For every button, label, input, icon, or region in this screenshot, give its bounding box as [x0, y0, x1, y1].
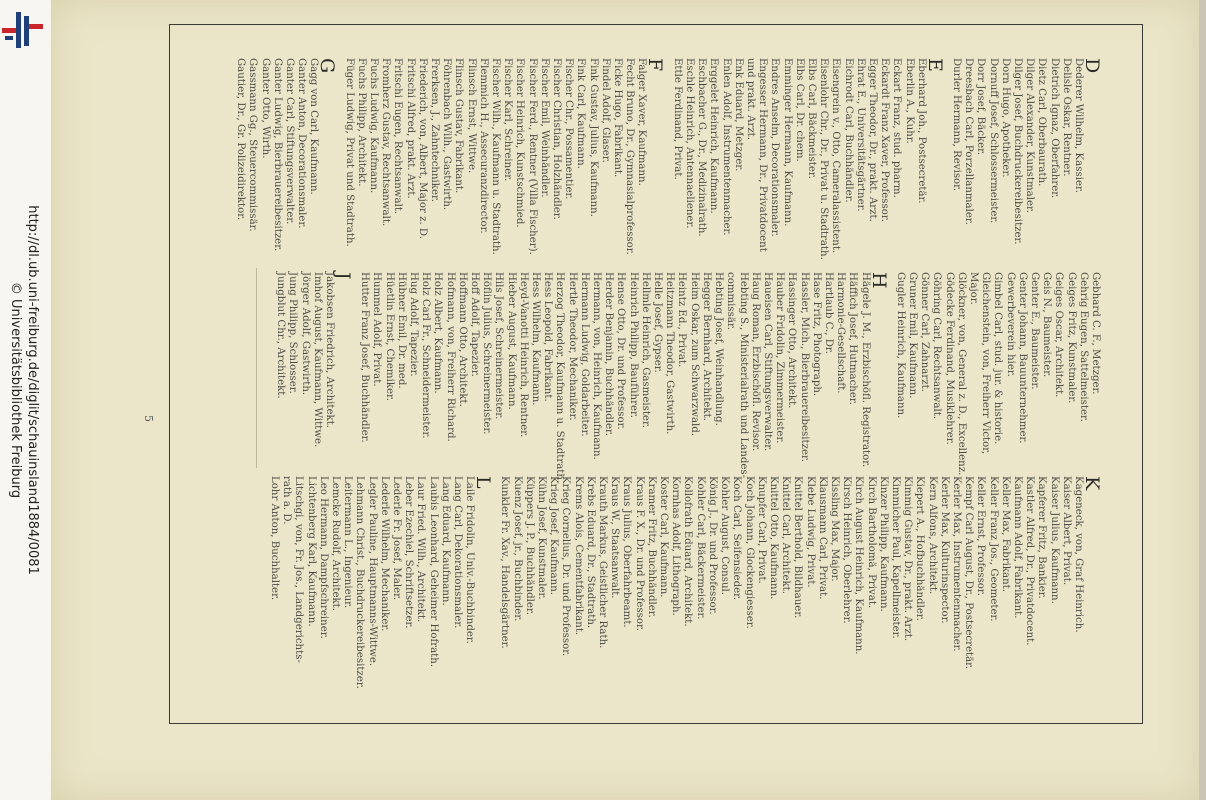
directory-entry: commissär.	[725, 272, 737, 330]
directory-entry: König J., Dr. und Professor.	[706, 476, 718, 615]
directory-entry: Gimbel Carl, stud. jur. & historie.	[992, 272, 1004, 445]
directory-entry: Major.	[967, 272, 979, 305]
directory-entry: Engesser Hermann, Dr., Privatdocent	[757, 58, 769, 252]
scanned-page	[51, 0, 1199, 800]
directory-entry: Heintz Ed., Privat.	[676, 272, 688, 368]
directory-entry: Koch Carl, Seifensieder.	[731, 476, 743, 601]
directory-entry: Lichtenberg Karl, Kaufmann.	[305, 476, 317, 627]
directory-entry: Kühn Josef, Kunstmaler.	[536, 476, 548, 600]
directory-entry: Lemcke Rudolf, Architekt.	[330, 476, 342, 612]
directory-section	[234, 58, 339, 260]
directory-entry: Kaiser Julius, Kaufmann.	[1048, 476, 1060, 604]
source-url[interactable]: http://dl.ub.uni-freiburg.de/diglit/schauinsland1884/0081	[25, 205, 40, 575]
directory-entry: Eckart Franz, stud. pharm.	[891, 58, 903, 198]
directory-entry: Kornhas Adolf, Lithograph.	[670, 476, 682, 616]
directory-entry: Koch Johann, Glockengiesser.	[743, 476, 755, 629]
directory-entry: Knittel Carl, Architekt.	[780, 476, 792, 594]
directory-entry: Höflin Julius, Schreinermeister.	[481, 272, 493, 435]
page-edge	[1199, 0, 1206, 800]
directory-entry: Eckardt Franz Xaver, Professor.	[879, 58, 891, 222]
directory-section	[498, 476, 1101, 689]
directory-entry: Flinsch Ernst, Wittwe.	[465, 58, 477, 174]
directory-entry: Dornuff Josef, Schlossermeister.	[987, 58, 999, 224]
directory-entry: Hug Adolf, Tapezier.	[408, 272, 420, 377]
directory-entry: Friederich, von, Albert, Major z. D.	[416, 58, 428, 239]
directory-entry: Flemmich H., Assecuranzdirector.	[477, 58, 489, 234]
directory-entry: Fromherz Gustav, Rechtsanwalt.	[380, 58, 392, 227]
directory-column	[234, 58, 1101, 260]
column-divider	[256, 268, 257, 468]
directory-entry: Genter Johann, Bauunternehmer.	[1016, 272, 1028, 444]
directory-entry: Herzog Theodor, Kaufmann u. Stadtrath.	[554, 272, 566, 484]
directory-entry: Jörger Adolf, Gastwirth.	[299, 272, 311, 396]
directory-entry: Elbs Carl, Dr. chem.	[793, 58, 805, 162]
directory-entry: Kohler Carl, Bäckermeister.	[694, 476, 706, 620]
directory-entry: Heim Oskar, zum Schwarzwald.	[688, 272, 700, 437]
section-letter: G	[316, 58, 339, 74]
directory-entry: Hebting Josef, Weinhandlung.	[713, 272, 725, 426]
directory-entry: Hermann, von, Heinrich, Kaufmann.	[591, 272, 603, 460]
directory-entry: Hermann Ludwig, Goldarbeiter.	[578, 272, 590, 437]
directory-entry: Keller Max, Fabrikant.	[999, 476, 1011, 592]
directory-entry: Jakobsen Friedrich, Architekt.	[324, 272, 336, 429]
section-letter: J	[332, 272, 355, 280]
directory-entry: Kapferer Fritz, Bankier.	[1036, 476, 1048, 599]
directory-entry: Geis N., Baumeister.	[1041, 272, 1053, 378]
directory-entry: Göhring Carl, Rechtsanwalt.	[931, 272, 943, 420]
directory-section	[342, 58, 667, 260]
directory-entry: Knittel Berthold, Bildhauer.	[792, 476, 804, 619]
directory-entry: Heinrich Philipp, Bauführer.	[627, 272, 639, 418]
directory-entry: Laile Fridolin, Univ.-Buchbinder.	[464, 476, 476, 644]
directory-entry: Lederle Fr. Josef, Maler.	[391, 476, 403, 601]
directory-entry: Flinsch Gustav, Fabrikant.	[453, 58, 465, 194]
directory-entry: Ganter Carl, Stiftungsverwalter.	[284, 58, 296, 225]
directory-entry: Hägele J. M., Erzbischöfl. Registrator.	[859, 272, 871, 468]
directory-entry: Fritschi Eugen, Rechtsanwalt.	[392, 58, 404, 215]
directory-entry: Hellmle Heinrich, Gasmeister.	[639, 272, 651, 428]
directory-entry: Hegger Bernhard, Architekt.	[700, 272, 712, 421]
directory-entry: Kirch August Heinrich, Kaufmann.	[853, 476, 865, 655]
directory-entry: Hübner Emil, Dr. med.	[395, 272, 407, 389]
directory-entry: Herder Benjamin, Buchhändler.	[603, 272, 615, 437]
directory-entry: Ganter Ludwig, Bierbrauereibesitzer.	[271, 58, 283, 252]
directory-entry: Eberhard Joh., Postsecretär.	[915, 58, 927, 204]
directory-entry: Hartlaub C., Dr.	[822, 272, 834, 354]
directory-entry: Klebe Ludwig, Privat.	[804, 476, 816, 588]
directory-entry: Haug Roman, Erzbischöfl. Revisor.	[749, 272, 761, 452]
directory-entry: Knupfer Carl, Privat.	[755, 476, 767, 584]
directory-entry: Genter E., Baumeister.	[1028, 272, 1040, 390]
directory-entry: Kiepert A., Hofbuchhändler.	[914, 476, 926, 621]
directory-entry: Ehrat E., Universitätsgärtner.	[854, 58, 866, 212]
directory-entry: Holz Carl Fr., Schneidermeister.	[420, 272, 432, 439]
directory-section	[671, 58, 944, 260]
directory-entry: Emminger Hermann, Kaufmann.	[781, 58, 793, 227]
sidebar-citation	[7, 205, 41, 575]
directory-entry: Gödecke Ferdinand, Musiklehrer.	[943, 272, 955, 445]
directory-entry: Jung Philipp, Schlosser.	[287, 272, 299, 394]
directory-entry: Kirsch Heinrich, Oberlehrer.	[841, 476, 853, 624]
directory-entry: Gagg von Carl, Kaufmann.	[308, 58, 320, 195]
directory-entry: Ganter Anton, Decorationsmaler.	[296, 58, 308, 229]
directory-entry: Dietrich Ignaz, Oberfahrer.	[1048, 58, 1060, 199]
directory-entry: Kirch Bartholomä, Privat.	[865, 476, 877, 609]
directory-entry: Kunkler Fr. Xav., Handelsgärtner.	[499, 476, 511, 649]
directory-entry: Laubis Leonhard, Geheimer Hofrath.	[427, 476, 439, 668]
directory-entry: Gugler Heinrich, Kaufmann.	[894, 272, 906, 419]
section-letter: D	[1081, 58, 1103, 74]
directory-entry: Harmonie-Gesellschaft.	[835, 272, 847, 394]
sidebar	[0, 0, 50, 800]
directory-entry: Hess Leopold, Fabrikant.	[542, 272, 554, 402]
directory-entry: Fink Carl, Kaufmann.	[575, 58, 587, 169]
directory-entry: Eichrodt Carl, Buchhändler.	[842, 58, 854, 203]
directory-entry: Holz Albert, Kaufmann.	[432, 272, 444, 394]
directory-entry: Hils Josef, Schreinermeister.	[493, 272, 505, 420]
directory-entry: Gewerbeverein hier.	[1004, 272, 1016, 377]
directory-entry: Fischer Chr., Possamentier.	[563, 58, 575, 200]
directory-column	[268, 476, 1101, 689]
directory-entry: Kraus Julius, Oberfahrbeamt.	[621, 476, 633, 628]
directory-entry: Helle Josef, Gypser.	[652, 272, 664, 373]
directory-entry: Kissling Max, Major.	[828, 476, 840, 582]
directory-entry: Kraus W., Staatsanwalt.	[609, 476, 621, 599]
directory-entry: Fuchs Ludwig, Kaufmann.	[368, 58, 380, 194]
directory-entry: Krieg Josef, Kaufmann.	[548, 476, 560, 595]
directory-entry: Gruner Emil, Kaufmann.	[906, 272, 918, 399]
directory-entry: Hebting S., Ministerialrath und Landes-	[737, 272, 749, 479]
directory-entry: Hutter Franz Josef, Buchhändler.	[359, 272, 371, 443]
directory-entry: Küppers J. P., Buchhändler.	[523, 476, 535, 615]
directory-column	[274, 272, 1101, 483]
directory-entry: Fischer Emil, Weinhändler.	[538, 58, 550, 198]
directory-entry: Leo Hermann, Dampfschreiner.	[317, 476, 329, 639]
directory-section	[268, 476, 495, 689]
directory-entry: Kinzer Philipp, Kaufmann.	[877, 476, 889, 612]
directory-entry: Ettle Ferdinand, Privat.	[671, 58, 683, 180]
directory-entry: Ganter Otto, Wirth.	[259, 58, 271, 159]
directory-entry: Legler Pauline, Hauptmanns-Wittwe.	[366, 476, 378, 667]
directory-entry: Lang Eduard, Kaufmann.	[439, 476, 451, 606]
directory-entry: Häffich Josef, Hutmacher.	[847, 272, 859, 405]
directory-entry: Keller Franz Jos., Geometer.	[987, 476, 999, 622]
directory-entry: Hoff Adolf, Tapezier.	[469, 272, 481, 377]
directory-entry: Kraus F. X., Dr. und Professor.	[633, 476, 645, 632]
directory-entry: Dilger Alexander, Kunstmaler.	[1024, 58, 1036, 213]
directory-entry: Kerler Max, Kulturinspector.	[938, 476, 950, 624]
directory-section	[274, 272, 355, 483]
section-letter: F	[644, 58, 667, 72]
directory-entry: Erggelet Heinrich, Kaufmann.	[708, 58, 720, 214]
directory-entry: Gönner Carl, Zahnarzt.	[919, 272, 931, 392]
directory-entry: Hassinger Otto, Architekt.	[786, 272, 798, 409]
directory-entry: Gleichenstein, von, Freiherr Victor,	[980, 272, 992, 455]
section-letter: E	[923, 58, 946, 72]
copyright-credit: © Universitätsbibliothek Freiburg	[8, 281, 23, 499]
directory-entry: Koster Carl, Kaufmann.	[658, 476, 670, 598]
directory-entry: Kerler Max, Instrumentenmacher.	[950, 476, 962, 652]
directory-entry: Litschgi, von, Fr. Jos., Landgerichts-	[293, 476, 305, 663]
directory-entry: Fischer Ferd., Rentner (Villa Fischer).	[526, 58, 538, 255]
directory-entry: Geiges Fritz, Kunstmaler.	[1065, 272, 1077, 404]
directory-entry: Elbs Carl, Bäckmeister.	[805, 58, 817, 179]
section-letter: H	[867, 272, 890, 289]
directory-entry: Eschle Heinrich, Antennaeliener.	[683, 58, 695, 229]
directory-entry: Dilger Josef, Buchdruckereibesitzer.	[1011, 58, 1023, 245]
directory-section	[894, 272, 1101, 483]
directory-entry: Hase Fritz, Photograph.	[810, 272, 822, 397]
directory-entry: Hense Otto, Dr. und Professor.	[615, 272, 627, 430]
directory-entry: Enlen Adolf, Instrumentenmacher.	[720, 58, 732, 236]
directory-entry: Kramer Fritz, Buchhändler.	[645, 476, 657, 618]
directory-entry: rath a. D.	[281, 476, 293, 525]
directory-entry: Kaufmann Adolf, Fabrikant.	[1011, 476, 1023, 619]
section-letter: K	[1081, 476, 1103, 491]
directory-entry: Eschbacher G., Dr., Medizinalrath.	[696, 58, 708, 237]
directory-entry: Kageneck, von, Graf Heinrich.	[1073, 476, 1084, 633]
directory-entry: Dreesbach Carl, Porzellanmaler.	[963, 58, 975, 225]
directory-entry: Kimmig Gustav, Dr., prakt. Arzt.	[902, 476, 914, 642]
directory-entry: Krieg Cornelius, Dr. und Professor.	[560, 476, 572, 657]
directory-entry: Lang Carl, Dekorationsmaler.	[452, 476, 464, 629]
directory-entry: Eberlin A., Kuhr.	[903, 58, 915, 144]
directory-entry: Glöckner, von, General z. D., Excellenz.	[955, 272, 967, 476]
directory-entry: Hummel Adolf, Privat.	[371, 272, 383, 387]
directory-entry: Dorr Josef, Bäcker.	[975, 58, 987, 156]
directory-entry: Klausmann Carl, Privat.	[816, 476, 828, 600]
directory-entry: Eisengrein v., Otto, Cameralassistent.	[830, 58, 842, 254]
directory-section	[358, 272, 888, 483]
directory-entry: Fuchs Philipp, Architekt.	[355, 58, 367, 187]
library-logo-icon	[2, 10, 46, 50]
directory-entry: Keller Ernst, Professor.	[975, 476, 987, 596]
directory-entry: Kaiser Albert, Privat.	[1060, 476, 1072, 586]
directory-entry: Lehmann Christ., Buchdruckereibesitzer.	[354, 476, 366, 689]
directory-entry: Krems Alois, Cementfabrikant.	[572, 476, 584, 636]
directory-entry: Kollofrath Eduard, Architekt.	[682, 476, 694, 627]
directory-entry: Laur Fried. Wilh., Architekt.	[415, 476, 427, 623]
directory-entry: Fischer Heinrich, Kunstschmied.	[514, 58, 526, 228]
directory-entry: Hüetlin Ernst, Chemiker.	[383, 272, 395, 402]
page-number: 5	[142, 415, 155, 422]
directory-entry: Hess Wilhelm, Kaufmann.	[530, 272, 542, 406]
directory-entry: Knittel Otto, Kaufmann.	[767, 476, 779, 600]
directory-entry: Enk Eduard, Metzger.	[732, 58, 744, 172]
directory-entry: Ficke Hugo, Fabrikant.	[612, 58, 624, 178]
directory-entry: Lederle Wilhelm, Mechaniker.	[378, 476, 390, 632]
directory-entry: Hassler, Mich., Bierbrauereibesitzer.	[798, 272, 810, 462]
directory-entry: Haueisen Carl, Stiftungsverwalter.	[761, 272, 773, 452]
directory-entry: Heitzmann Theodor, Gastwirth.	[664, 272, 676, 435]
directory-entry: Kuenz Josef, jr., Buchbinder.	[511, 476, 523, 622]
directory-entry: Fischer Wilh., Kaufmann u. Stadtrath.	[490, 58, 502, 255]
directory-entry: Egger Theodor, Dr., prakt. Arzt.	[866, 58, 878, 222]
directory-entry: Gautier, Dr., Gr. Polizeidirektor.	[235, 58, 247, 221]
directory-entry: Hertle Theodor, Mechaniker.	[566, 272, 578, 421]
directory-entry: Endres Anselm, Decorationsmaler.	[769, 58, 781, 237]
directory-entry: Föhrenbach Wilh., Gastwirth.	[441, 58, 453, 211]
directory-entry: Eisenlohr Chr., Dr., Privat u. Stadtrath.	[818, 58, 830, 260]
directory-entry: Kern Alfons, Architekt.	[926, 476, 938, 595]
directory-entry: Geiges Oscar, Architekt.	[1053, 272, 1065, 398]
directory-entry: Krauth Markus, Geistlicher Rath.	[597, 476, 609, 649]
section-letter: L	[472, 476, 495, 489]
directory-entry: Lohr Anton, Buchhalter.	[269, 476, 280, 601]
directory-entry: Findel Adolf, Glaser.	[599, 58, 611, 163]
directory-entry: Kimmicher Paul, Kapellmeister.	[889, 476, 901, 639]
directory-entry: Fecht Bruno, Dr., Gymnasialprofessor.	[624, 58, 636, 255]
directory-entry: Frerksen, J., Zahntechniker.	[429, 58, 441, 202]
directory-entry: Leber Ezechiel, Schriftsetzer.	[403, 476, 415, 629]
directory-entry: und prakt. Arzt.	[744, 58, 756, 141]
directory-entry: Krebs Eduard, Dr., Stadtrath.	[584, 476, 596, 629]
directory-entry: Delisle Oskar, Rentner.	[1060, 58, 1072, 177]
directory-entry: Dorn Hugo, Apotheker.	[999, 58, 1011, 178]
directory-entry: Gassmann Gg., Steuercommissär.	[247, 58, 259, 232]
directory-entry: Füger Ludwig, Privat und Stadtrath.	[343, 58, 355, 247]
directory-entry: Hofmann, von, Freiherr Richard.	[444, 272, 456, 442]
directory-entry: Kastler Alfred, Dr., Privatdocent.	[1024, 476, 1036, 646]
directory-entry: Dietz Carl, Oberbaurath.	[1036, 58, 1048, 187]
directory-section	[950, 58, 1101, 260]
directory-entry: Heyd-Vanotti Heinrich, Rentner.	[517, 272, 529, 438]
directory-entry: Fischer Christian, Holzhändler.	[551, 58, 563, 220]
directory-entry: Gehrig Eugen, Sattelmeister.	[1077, 272, 1089, 423]
directory-entry: Fritschi Alfred, prakt. Arzt.	[404, 58, 416, 199]
directory-entry: Hieber August, Kaufmann.	[505, 272, 517, 410]
directory-entry: Hauber Fridolin, Zimmermeister.	[774, 272, 786, 444]
directory-entry: Fink Gustav, Julius, Kaufmann.	[587, 58, 599, 217]
directory-entry: Imhof August, Kaufmann, Wittwe.	[311, 272, 323, 448]
directory-entry: Kohler August, Consul.	[719, 476, 731, 596]
directory-entry: Hoffmann Otto, Architekt.	[456, 272, 468, 407]
directory-entry: Durler Hermann, Revisor.	[950, 58, 962, 192]
directory-entry: Gebhard C. F., Metzger.	[1090, 272, 1101, 395]
directory-entry: Leitermann L., Ingenieur.	[342, 476, 354, 609]
directory-entry: Jungblut Chr., Architekt.	[275, 272, 287, 399]
directory-entry: Dederer Wilhelm, Kassier.	[1073, 58, 1084, 193]
directory-entry: Fischer Karl, Schreiner.	[502, 58, 514, 182]
directory-entry: Kempf Carl August, Dr., Postsecretär.	[963, 476, 975, 670]
directory-entry: Falger Xaver, Kaufmann.	[636, 58, 648, 186]
